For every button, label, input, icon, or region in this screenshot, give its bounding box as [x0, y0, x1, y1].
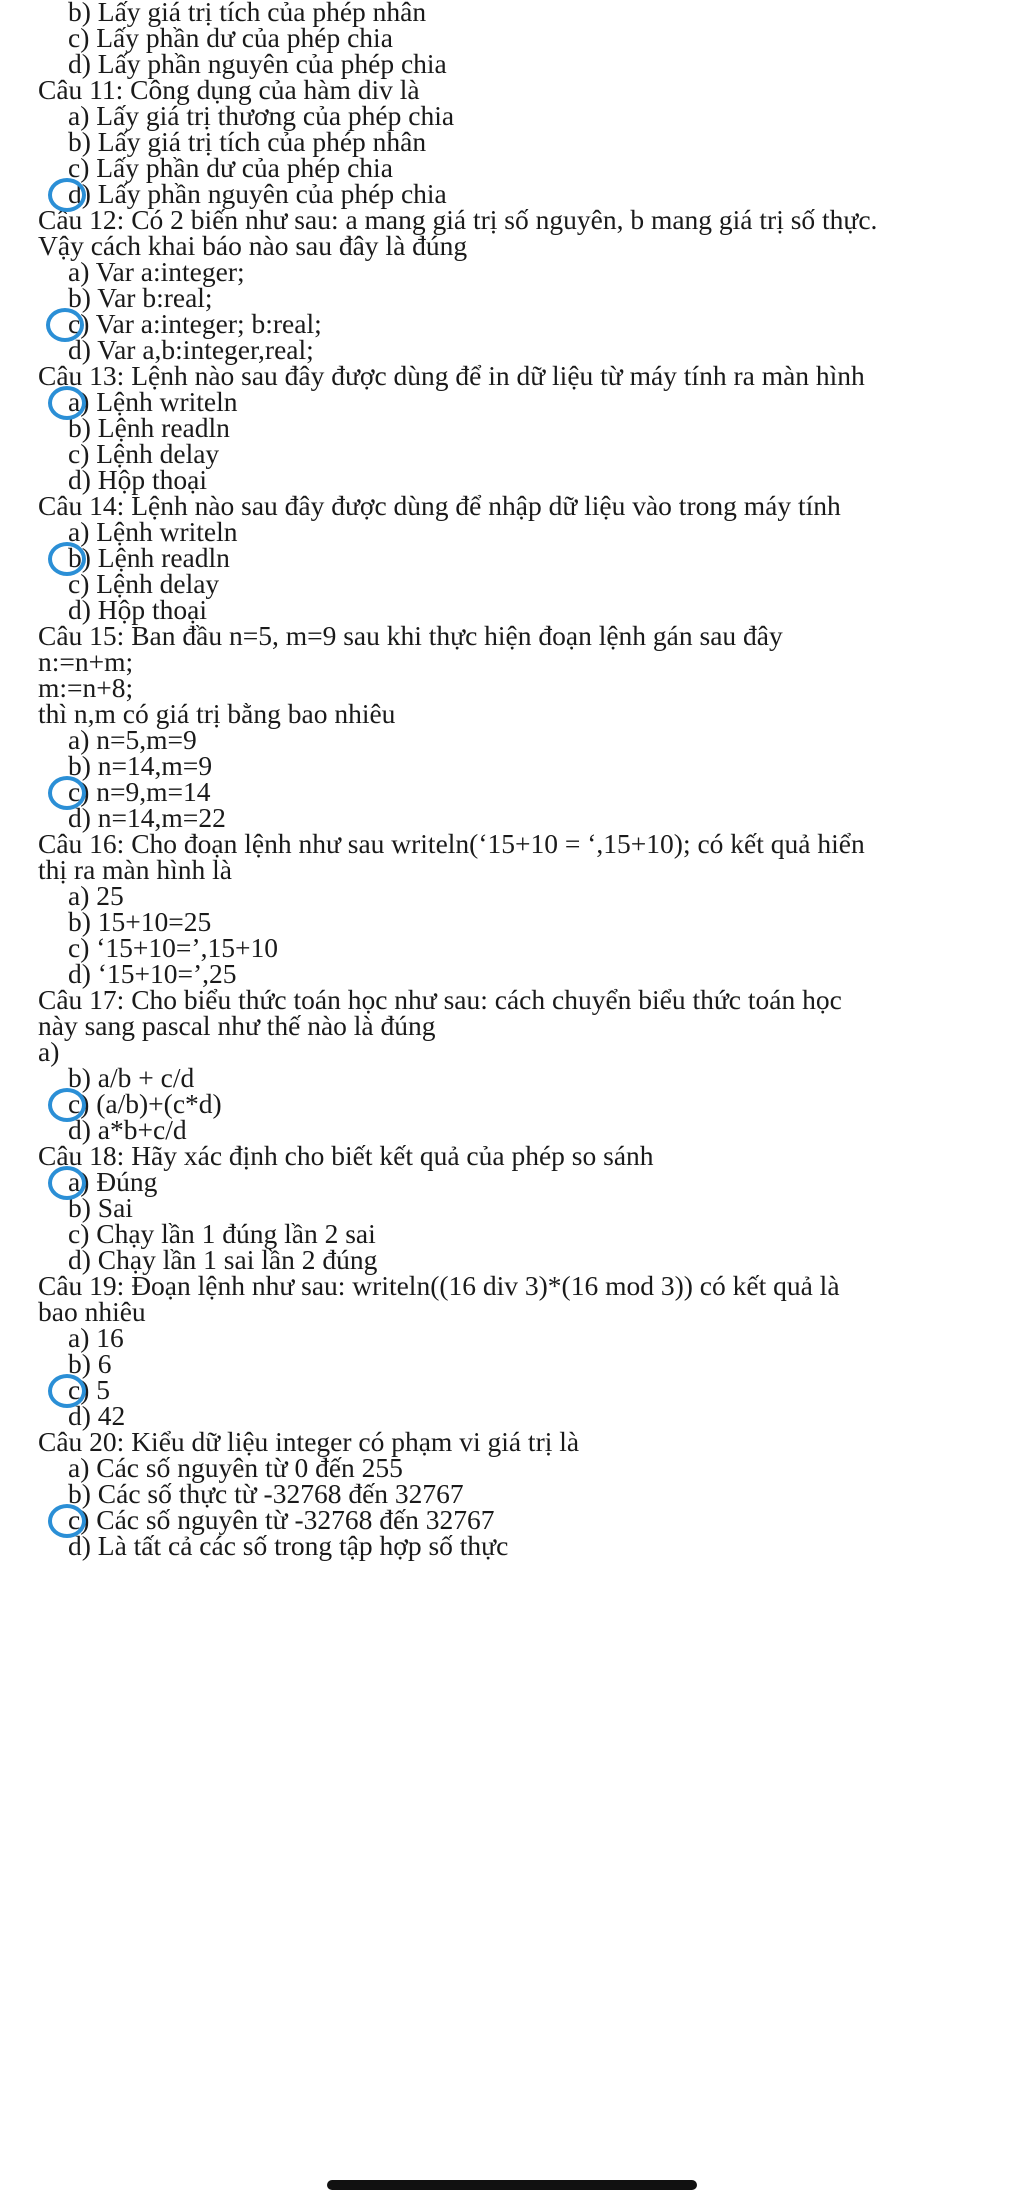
- option-text: a) n=5,m=9: [68, 724, 197, 755]
- option-text: b) Var b:real;: [68, 282, 213, 313]
- option-text: a) 25: [68, 880, 124, 911]
- question-17-cont: này sang pascal như thế nào là đúng: [38, 1010, 436, 1041]
- question-18: Câu 18: Hãy xác định cho biết kết quả của phép so sánh: [38, 1140, 654, 1171]
- question-13: Câu 13: Lệnh nào sau đây được dùng để in dữ liệu từ máy tính ra màn hình: [38, 360, 865, 391]
- option-text: b) Lệnh readln: [68, 542, 230, 573]
- question-16-cont: thị ra màn hình là: [38, 854, 232, 885]
- option-text: c) Lệnh delay: [68, 438, 220, 469]
- option-text: a) Var a:integer;: [68, 256, 245, 287]
- question-17: Câu 17: Cho biểu thức toán học như sau: cách chuyển biểu thức toán học: [38, 984, 842, 1015]
- option-text: c) 5: [68, 1374, 110, 1405]
- option-text: a) Lệnh writeln: [68, 516, 238, 547]
- question-19: Câu 19: Đoạn lệnh như sau: writeln((16 div 3)*(16 mod 3)) có kết quả là: [38, 1270, 840, 1301]
- option-text: b) Sai: [68, 1192, 133, 1223]
- option-text: b) 15+10=25: [68, 906, 212, 937]
- option-text: a) Các số nguyên từ 0 đến 255: [68, 1452, 403, 1483]
- home-indicator[interactable]: [327, 2180, 697, 2190]
- option-text: a) Đúng: [68, 1166, 158, 1197]
- question-15: Câu 15: Ban đầu n=5, m=9 sau khi thực hiện đoạn lệnh gán sau đây: [38, 620, 783, 651]
- question-11: Câu 11: Công dụng của hàm div là: [38, 74, 420, 105]
- option-text: c) Lệnh delay: [68, 568, 220, 599]
- question-12-cont: Vậy cách khai báo nào sau đây là đúng: [38, 230, 468, 261]
- option-text: d) n=14,m=22: [68, 802, 226, 833]
- option-text: b) a/b + c/d: [68, 1062, 195, 1093]
- question-20: Câu 20: Kiểu dữ liệu integer có phạm vi giá trị là: [38, 1426, 580, 1457]
- option-text: c) Lấy phần dư của phép chia: [68, 22, 393, 53]
- option-text: d) Lấy phần nguyên của phép chia: [68, 48, 447, 79]
- option-text: d) 42: [68, 1400, 126, 1431]
- option-text: a) Lấy giá trị thương của phép chia: [68, 100, 455, 131]
- option-text: d) Là tất cả các số trong tập hợp số thực: [68, 1530, 509, 1561]
- option-text: b) Các số thực từ -32768 đến 32767: [68, 1478, 464, 1509]
- option-text: c) Các số nguyên từ -32768 đến 32767: [68, 1504, 495, 1535]
- option-text: d) a*b+c/d: [68, 1114, 187, 1145]
- option-text: c) ‘15+10=’,15+10: [68, 932, 278, 963]
- option-text: d) Var a,b:integer,real;: [68, 334, 314, 365]
- option-text: a): [38, 1036, 60, 1067]
- code-line: n:=n+m;: [38, 646, 134, 677]
- option-text: a) 16: [68, 1322, 124, 1353]
- option-text: c) Lấy phần dư của phép chia: [68, 152, 393, 183]
- question-12: Câu 12: Có 2 biến như sau: a mang giá trị số nguyên, b mang giá trị số thực.: [38, 204, 878, 235]
- option-text: c) Var a:integer; b:real;: [68, 308, 322, 339]
- option-text: c) Chạy lần 1 đúng lần 2 sai: [68, 1218, 376, 1249]
- option-text: d) Lấy phần nguyên của phép chia: [68, 178, 447, 209]
- question-14: Câu 14: Lệnh nào sau đây được dùng để nhập dữ liệu vào trong máy tính: [38, 490, 841, 521]
- question-19-cont: bao nhiêu: [38, 1296, 146, 1327]
- option-text: b) 6: [68, 1348, 112, 1379]
- option-text: d) Hộp thoại: [68, 464, 208, 495]
- option-text: b) Lấy giá trị tích của phép nhân: [68, 126, 427, 157]
- question-15-cont: thì n,m có giá trị bằng bao nhiêu: [38, 698, 396, 729]
- code-line: m:=n+8;: [38, 672, 134, 703]
- option-text: d) Chạy lần 1 sai lần 2 đúng: [68, 1244, 378, 1275]
- option-text: a) Lệnh writeln: [68, 386, 238, 417]
- option-text: b) Lấy giá trị tích của phép nhân: [68, 0, 427, 27]
- option-text: b) Lệnh readln: [68, 412, 230, 443]
- question-16: Câu 16: Cho đoạn lệnh như sau writeln(‘15+10 = ‘,15+10); có kết quả hiển: [38, 828, 865, 859]
- option-text: c) n=9,m=14: [68, 776, 211, 807]
- option-text: b) n=14,m=9: [68, 750, 213, 781]
- option-text: d) Hộp thoại: [68, 594, 208, 625]
- option-text: d) ‘15+10=’,25: [68, 958, 237, 989]
- option-text: c) (a/b)+(c*d): [68, 1088, 222, 1119]
